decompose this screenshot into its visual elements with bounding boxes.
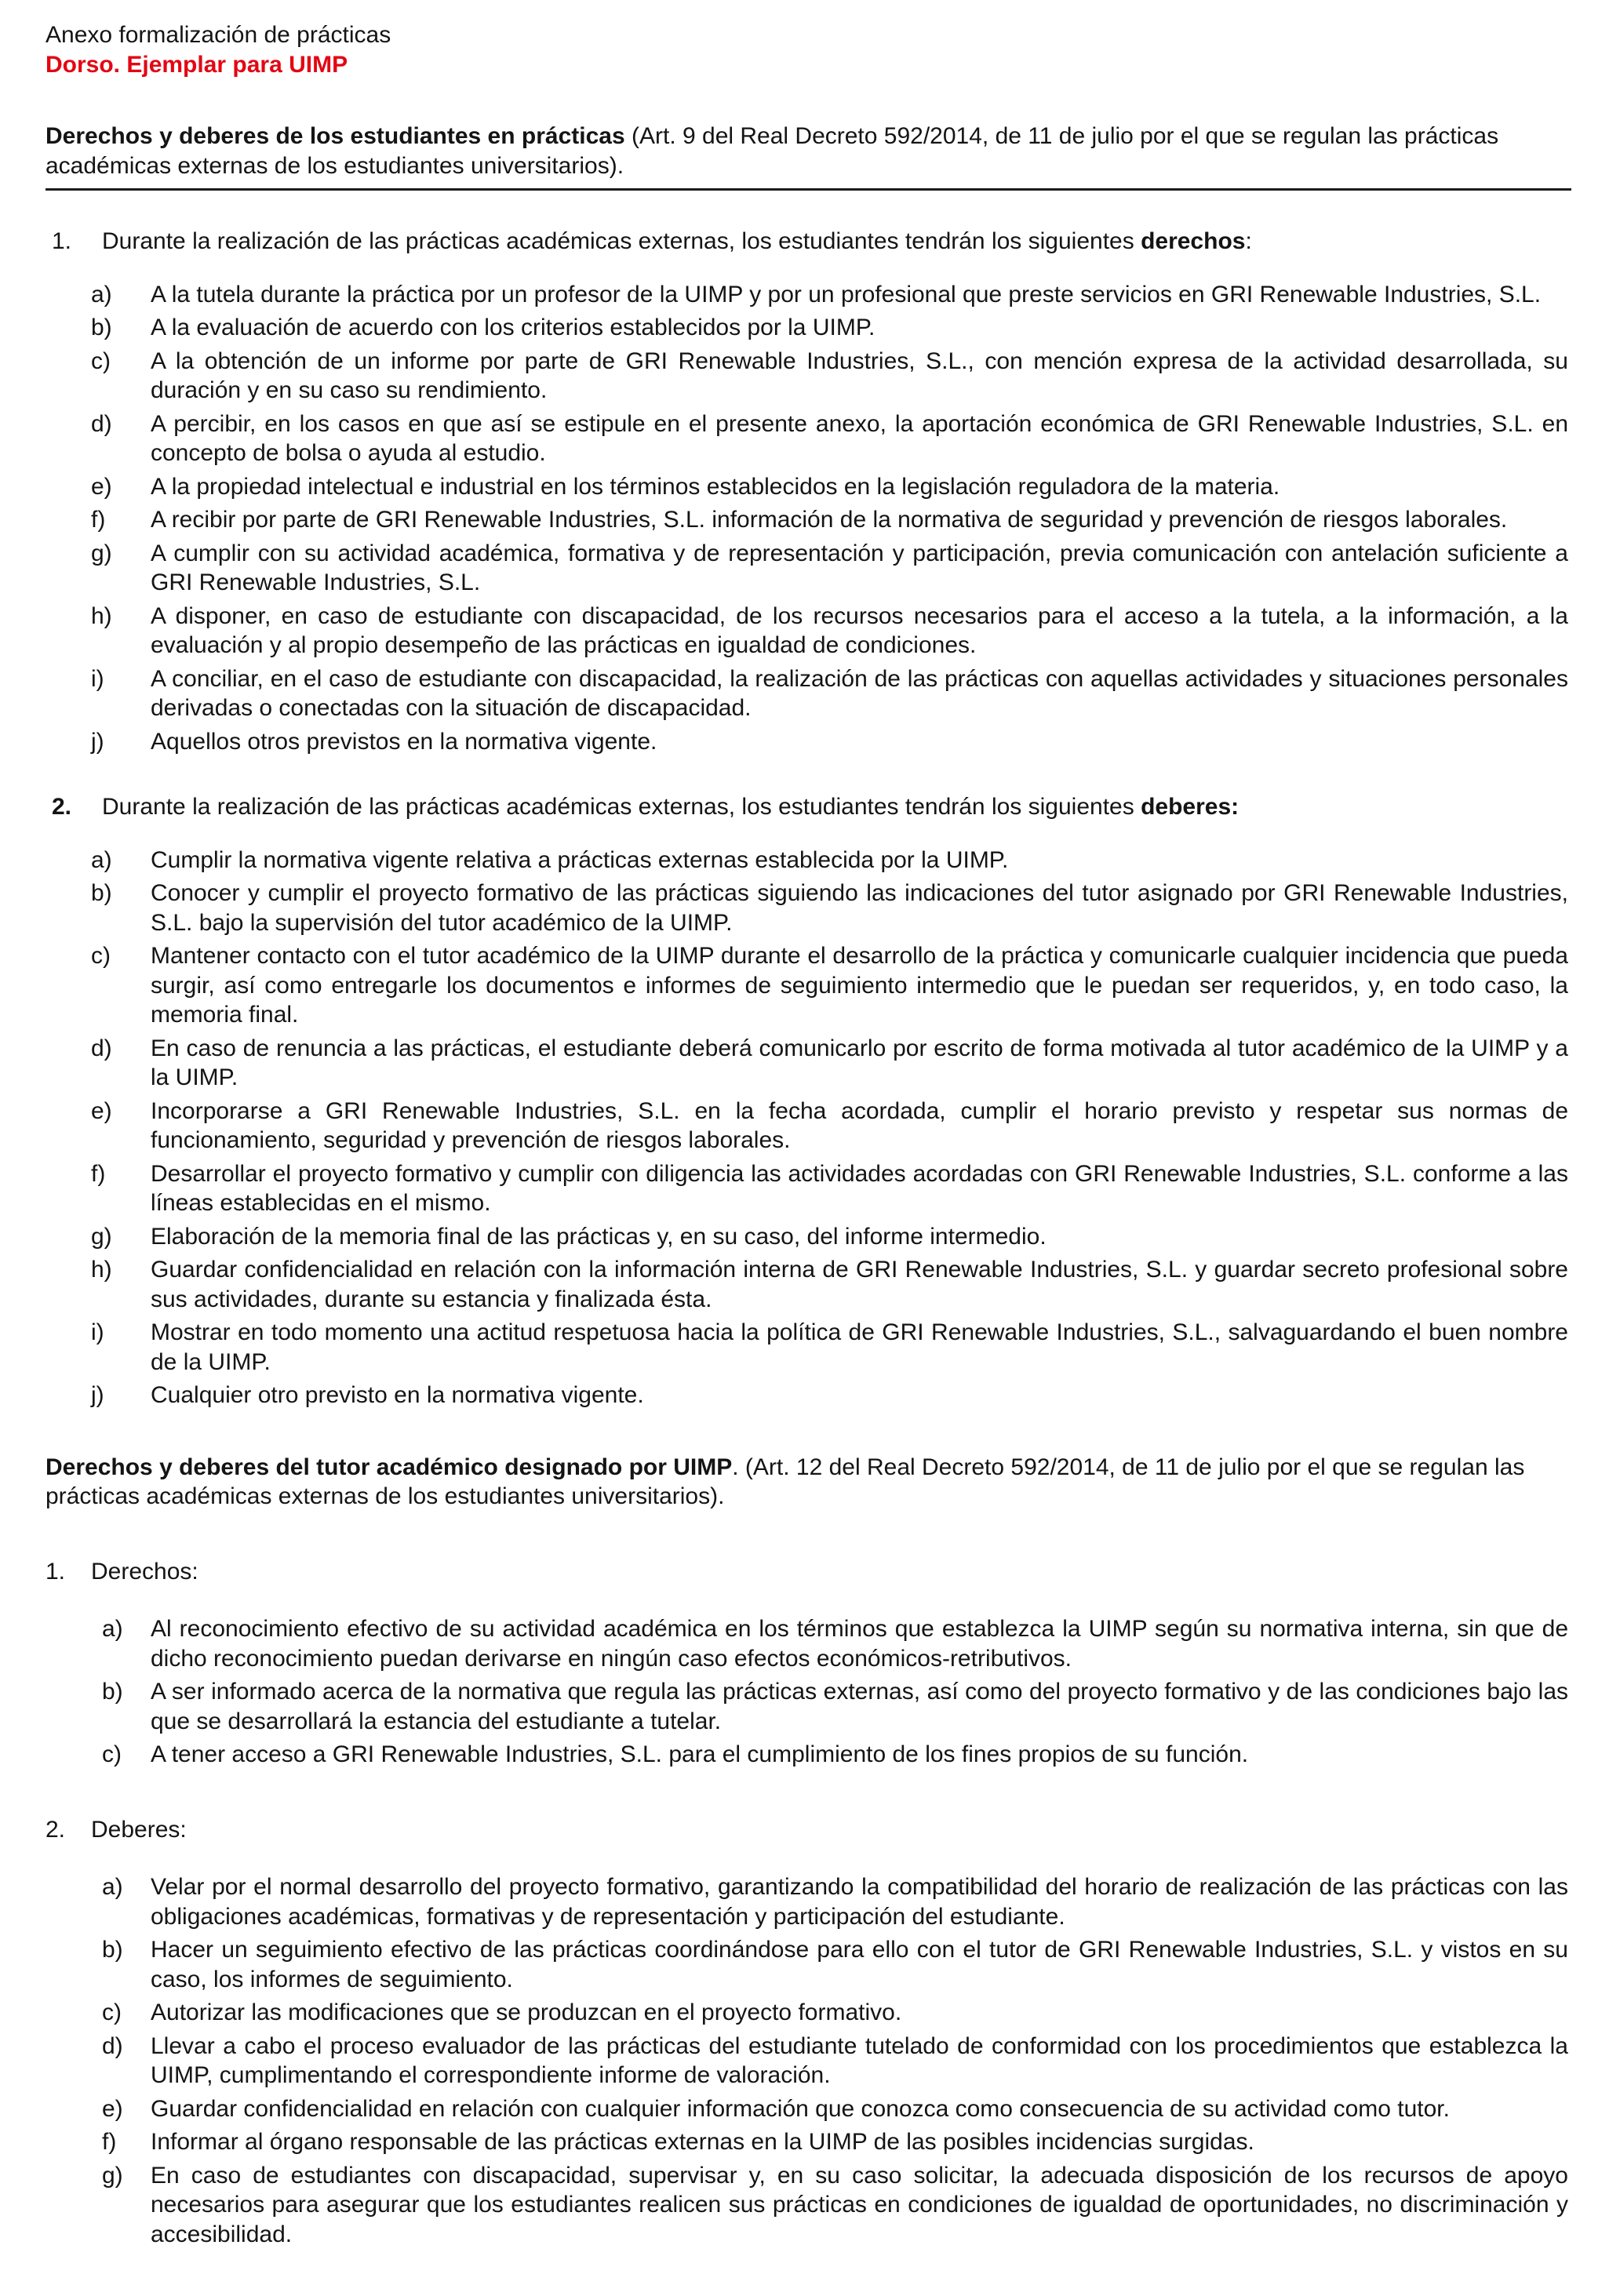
students-deberes-items [46, 846, 1571, 1410]
item-text: En caso de estudiantes con discapacidad, supervisar y, en su caso solicitar, la adecuada disposición de los recursos de apoyo necesarios para asegurar que los estudiantes realicen sus prácticas en condiciones de igualdad de oportunidades, no discriminación y accesibilidad. [151, 2162, 1568, 2247]
item-letter: a) [102, 1616, 123, 1642]
list-item [46, 941, 1571, 1030]
item-letter: f) [91, 507, 106, 533]
item-letter: c) [102, 1741, 122, 1767]
item-text: Informar al órgano responsable de las prácticas externas en la UIMP de las posibles incidencias surgidas. [151, 2129, 1254, 2155]
item-letter: i) [91, 1319, 104, 1345]
list-item [46, 1998, 1571, 2028]
item-text: Al reconocimiento efectivo de su actividad académica en los términos que establezca la UIMP según su normativa interna, sin que de dicho reconocimiento puedan derivarse en ningún caso efectos económicos-retributivos. [151, 1616, 1568, 1672]
intro-after: : [1245, 228, 1252, 254]
students-heading-rest: (Art. 9 del Real Decreto 592/2014, de 11 de julio por el que se regulan las prácticas académicas externas de los estudiantes universitarios). [46, 123, 1499, 179]
tutor-heading-rest: . (Art. 12 del Real Decreto 592/2014, de 11 de julio por el que se regulan las prácticas académicas externas de los estudiantes universitarios). [46, 1454, 1525, 1509]
tutor-derechos-items [46, 1614, 1571, 1770]
list-item [46, 1318, 1571, 1377]
list-item [46, 1034, 1571, 1093]
list-item [46, 1740, 1571, 1770]
list-item [46, 539, 1571, 598]
list-number: 1. [52, 228, 72, 254]
item-letter: j) [91, 728, 104, 755]
item-letter: i) [91, 665, 104, 692]
list-item [46, 1872, 1571, 1931]
list-item [46, 2032, 1571, 2090]
doc-subtitle: Dorso. Ejemplar para UIMP [46, 51, 348, 78]
item-letter: e) [102, 2095, 123, 2122]
item-text: A ser informado acerca de la normativa que regula las prácticas externas, así como del proyecto formativo y de las condiciones bajo las que se desarrollará la estancia del estudiante a tutelar. [151, 1679, 1568, 1734]
item-letter: e) [91, 473, 112, 500]
list-item [46, 347, 1571, 406]
item-text: A la evaluación de acuerdo con los criterios establecidos por la UIMP. [151, 315, 875, 340]
block-title: Derechos: [91, 1558, 198, 1585]
item-letter: b) [102, 1937, 123, 1963]
item-letter: e) [91, 1097, 112, 1124]
list-item [46, 1222, 1571, 1252]
item-letter: b) [91, 880, 112, 906]
item-text: Aquellos otros previstos en la normativa vigente. [151, 728, 657, 755]
intro-bold: deberes: [1141, 794, 1240, 820]
item-letter: h) [91, 602, 112, 629]
intro-before: Durante la realización de las prácticas académicas externas, los estudiantes tendrán los siguientes [102, 228, 1141, 254]
list-item [46, 280, 1571, 310]
item-letter: g) [91, 1223, 112, 1250]
list-number: 2. [46, 1816, 66, 1843]
item-text: A la tutela durante la práctica por un profesor de la UIMP y por un profesional que preste servicios en GRI Renewable Industries, S.L. [151, 281, 1542, 307]
item-letter: h) [91, 1257, 112, 1283]
item-text: Desarrollar el proyecto formativo y cumplir con diligencia las actividades acordadas con GRI Renewable Industries, S.L. conforme a las líneas establecidas en el mismo. [151, 1160, 1568, 1216]
list-item [46, 1381, 1571, 1410]
item-letter: d) [102, 2032, 123, 2059]
list-item [46, 505, 1571, 535]
item-text: Guardar confidencialidad en relación con cualquier información que conozca como consecuencia de su actividad como tutor. [151, 2095, 1450, 2122]
item-text: A disponer, en caso de estudiante con discapacidad, de los recursos necesarios para el acceso a la tutela, a la información, a la evaluación y al propio desempeño de las prácticas en igualdad de condiciones. [151, 602, 1568, 658]
list-item [46, 664, 1571, 723]
list-item [46, 1097, 1571, 1155]
item-letter: a) [91, 281, 112, 307]
students-derechos-intro [46, 227, 1571, 257]
students-derechos-block [46, 227, 1571, 756]
list-item [46, 1614, 1571, 1673]
list-item [46, 727, 1571, 757]
item-letter: a) [91, 846, 112, 873]
item-text: Conocer y cumplir el proyecto formativo de las prácticas siguiendo las indicaciones del tutor asignado por GRI Renewable Industries, S.L. bajo la supervisión del tutor académico de la UIMP. [151, 880, 1568, 936]
tutor-derechos-block [46, 1557, 1571, 1770]
list-item [46, 2094, 1571, 2124]
doc-header [46, 20, 1571, 79]
item-text: A percibir, en los casos en que así se estipule en el presente anexo, la aportación económica de GRI Renewable Industries, S.L. en concepto de bolsa o ayuda al estudio. [151, 410, 1568, 466]
item-letter: f) [91, 1160, 106, 1187]
intro-before: Durante la realización de las prácticas académicas externas, los estudiantes tendrán los siguientes [102, 794, 1141, 820]
item-text: A tener acceso a GRI Renewable Industries, S.L. para el cumplimiento de los fines propios de su función. [151, 1741, 1249, 1767]
item-letter: g) [102, 2162, 123, 2189]
item-letter: j) [91, 1382, 104, 1408]
item-letter: d) [91, 1035, 112, 1061]
item-letter: c) [91, 347, 111, 374]
list-item [46, 846, 1571, 875]
students-heading-bold: Derechos y deberes de los estudiantes en prácticas [46, 123, 625, 149]
item-letter: d) [91, 410, 112, 437]
list-item [46, 472, 1571, 502]
list-item [46, 879, 1571, 937]
item-text: Cumplir la normativa vigente relativa a prácticas externas establecida por la UIMP. [151, 846, 1009, 873]
block-title: Deberes: [91, 1816, 187, 1843]
item-text: A la obtención de un informe por parte de GRI Renewable Industries, S.L., con mención expresa de la actividad desarrollada, su duración y en su caso su rendimiento. [151, 347, 1568, 403]
students-deberes-block [46, 792, 1571, 1410]
list-item [46, 1677, 1571, 1736]
item-text: Velar por el normal desarrollo del proyecto formativo, garantizando la compatibilidad del horario de realización de las prácticas con las obligaciones académicas, formativas y de representación y participación del estudiante. [151, 1874, 1568, 1930]
students-deberes-intro [46, 792, 1571, 822]
item-text: Incorporarse a GRI Renewable Industries, S.L. en la fecha acordada, cumplir el horario previsto y respetar sus normas de funcionamiento, seguridad y prevención de riesgos laborales. [151, 1097, 1568, 1153]
item-letter: g) [91, 540, 112, 566]
tutor-derechos-intro [46, 1557, 1571, 1587]
list-item [46, 2161, 1571, 2250]
item-text: A cumplir con su actividad académica, formativa y de representación y participación, previa comunicación con antelación suficiente a GRI Renewable Industries, S.L. [151, 540, 1568, 595]
list-item [46, 602, 1571, 660]
tutor-section-heading [46, 1453, 1571, 1512]
item-text: A la propiedad intelectual e industrial en los términos establecidos en la legislación reguladora de la materia. [151, 473, 1280, 500]
list-item [46, 1159, 1571, 1218]
list-number: 1. [46, 1558, 66, 1585]
list-number: 2. [52, 794, 72, 820]
item-letter: c) [102, 1999, 122, 2025]
students-section-heading [46, 122, 1571, 191]
doc-title: Anexo formalización de prácticas [46, 22, 391, 48]
list-item [46, 1255, 1571, 1314]
item-text: Hacer un seguimiento efectivo de las prácticas coordinándose para ello con el tutor de GRI Renewable Industries, S.L. y vistos en su caso, los informes de seguimiento. [151, 1937, 1568, 1992]
list-item [46, 1935, 1571, 1994]
students-derechos-items [46, 280, 1571, 757]
item-letter: b) [91, 315, 112, 340]
intro-text [102, 227, 1571, 257]
intro-bold: derechos [1141, 228, 1246, 254]
item-text: Llevar a cabo el proceso evaluador de las prácticas del estudiante tutelado de conformidad con los procedimientos que establezca la UIMP, cumplimentando el correspondiente informe de valoración. [151, 2032, 1568, 2088]
item-text: Cualquier otro previsto en la normativa vigente. [151, 1382, 644, 1408]
item-text: Elaboración de la memoria final de las prácticas y, en su caso, del informe intermedio. [151, 1223, 1047, 1250]
item-letter: c) [91, 943, 111, 969]
tutor-deberes-items [46, 1872, 1571, 2249]
item-letter: a) [102, 1874, 123, 1900]
item-letter: b) [102, 1679, 123, 1705]
list-item [46, 409, 1571, 468]
tutor-deberes-block [46, 1815, 1571, 2250]
item-text: A conciliar, en el caso de estudiante con discapacidad, la realización de las prácticas con aquellas actividades y situaciones personales derivadas o conectadas con la situación de discapacidad. [151, 665, 1568, 721]
item-text: Autorizar las modificaciones que se produzcan en el proyecto formativo. [151, 1999, 902, 2025]
item-text: En caso de renuncia a las prácticas, el estudiante deberá comunicarlo por escrito de forma motivada al tutor académico de la UIMP y a la UIMP. [151, 1035, 1568, 1090]
item-text: Guardar confidencialidad en relación con la información interna de GRI Renewable Industries, S.L. y guardar secreto profesional sobre sus actividades, durante su estancia y finalizada ésta. [151, 1257, 1568, 1312]
item-text: Mantener contacto con el tutor académico de la UIMP durante el desarrollo de la práctica y comunicarle cualquier incidencia que pueda surgir, así como entregarle los documentos e informes de seguimiento intermedio que le puedan ser requeridos, y, en todo caso, la memoria final. [151, 943, 1568, 1028]
tutor-deberes-intro [46, 1815, 1571, 1845]
tutor-heading-bold: Derechos y deberes del tutor académico designado por UIMP [46, 1454, 733, 1480]
list-item [46, 2127, 1571, 2157]
item-text: Mostrar en todo momento una actitud respetuosa hacia la política de GRI Renewable Industries, S.L., salvaguardando el buen nombre de la UIMP. [151, 1319, 1568, 1375]
intro-text [102, 792, 1571, 822]
list-item [46, 313, 1571, 343]
item-letter: f) [102, 2129, 117, 2155]
item-text: A recibir por parte de GRI Renewable Industries, S.L. información de la normativa de seguridad y prevención de riesgos laborales. [151, 507, 1508, 533]
